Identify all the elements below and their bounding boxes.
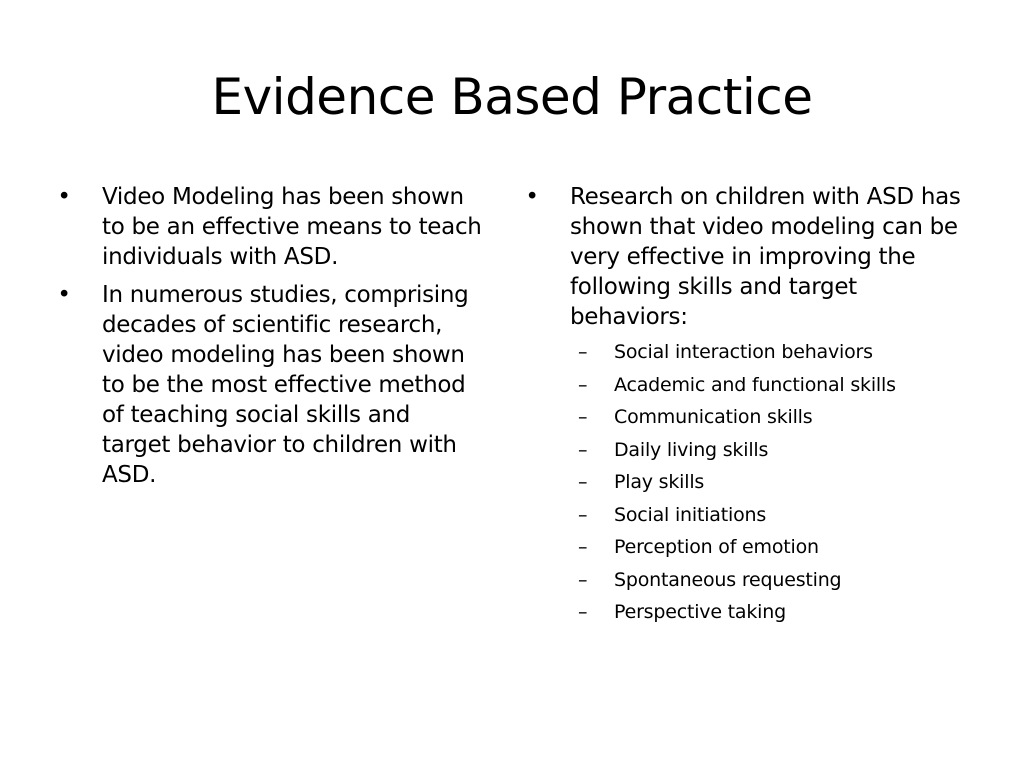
- sub-bullet-text: Daily living skills: [614, 438, 769, 461]
- dash-icon: –: [578, 406, 588, 428]
- sub-bullet-text: Spontaneous requesting: [614, 568, 842, 591]
- sub-list-item: [522, 401, 972, 434]
- list-item: [54, 280, 484, 490]
- dash-icon: –: [578, 341, 588, 363]
- bullet-text: Research on children with ASD has shown that video modeling can be very effective in improving the following skills and target behaviors:: [570, 184, 961, 330]
- sub-bullet-text: Social interaction behaviors: [614, 341, 873, 363]
- sub-bullet-text: Play skills: [614, 471, 705, 493]
- left-bullet-list: [54, 182, 484, 498]
- sub-bullet-text: Academic and functional skills: [614, 373, 896, 396]
- sub-bullet-text: Perspective taking: [614, 601, 786, 623]
- dash-icon: –: [578, 438, 588, 461]
- sub-list-item: [522, 564, 972, 597]
- list-item: [522, 182, 972, 629]
- right-bullet-list: [522, 182, 972, 637]
- sub-list-item: [522, 434, 972, 467]
- bullet-text: In numerous studies, comprising decades of scientific research, video modeling has been shown to be the most effective method of teaching social skills and target behavior to children with ASD.: [102, 282, 469, 488]
- dash-icon: –: [578, 568, 588, 591]
- slide-title: Evidence Based Practice: [211, 68, 813, 126]
- list-item: [54, 182, 484, 272]
- dash-icon: –: [578, 373, 588, 396]
- bullet-icon: •: [57, 282, 71, 308]
- sub-list-item: [522, 336, 972, 369]
- dash-icon: –: [578, 601, 588, 623]
- sub-bullet-text: Perception of emotion: [614, 536, 819, 558]
- bullet-icon: •: [525, 184, 539, 210]
- dash-icon: –: [578, 536, 588, 558]
- sub-bullet-list: [570, 336, 972, 629]
- dash-icon: –: [578, 503, 588, 526]
- sub-list-item: [522, 596, 972, 629]
- sub-bullet-text: Social initiations: [614, 503, 767, 526]
- sub-list-item: [522, 369, 972, 402]
- dash-icon: –: [578, 471, 588, 493]
- sub-list-item: [522, 466, 972, 499]
- bullet-text: Video Modeling has been shown to be an effective means to teach individuals with ASD.: [102, 184, 482, 270]
- sub-bullet-text: Communication skills: [614, 406, 813, 428]
- sub-list-item: [522, 499, 972, 532]
- sub-list-item: [522, 531, 972, 564]
- bullet-icon: •: [57, 184, 71, 210]
